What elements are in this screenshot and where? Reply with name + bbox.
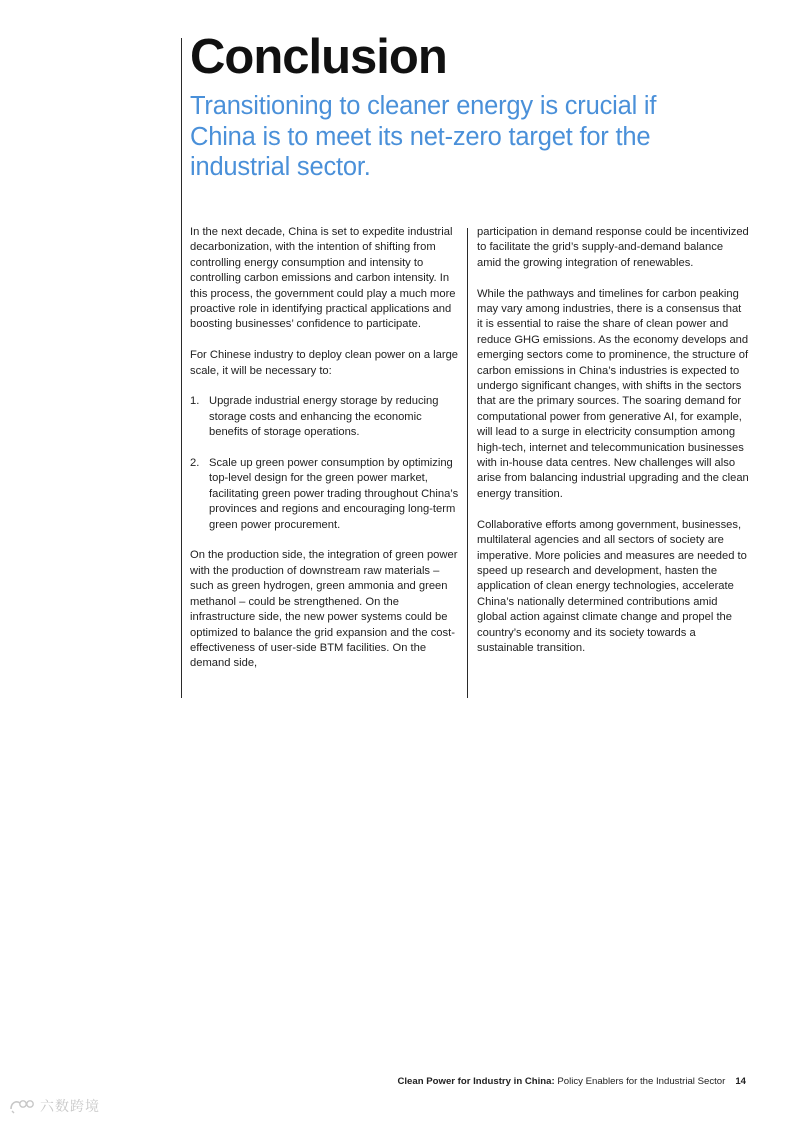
- list-item-text: Scale up green power consumption by optimizing top-level design for the green power market, facilitating green power trading throughout China’s provinces and regions and encouraging long-term green power procurement.: [209, 457, 459, 531]
- right-paragraph-1: participation in demand response could be incentivized to facilitate the grid’s supply-and-demand balance amid the growing integration of renewables.: [477, 226, 749, 269]
- page-subtitle: Transitioning to cleaner energy is crucial if China is to meet its net-zero target for the industrial sector.: [190, 92, 657, 181]
- list-item-number: 2.: [190, 457, 200, 470]
- column-divider-rule: [467, 228, 468, 698]
- watermark-text: 六数跨境: [40, 1099, 100, 1115]
- page-number: 14: [735, 1076, 746, 1087]
- list-item-text: Upgrade industrial energy storage by reducing storage costs and enhancing the economic benefits of storage operations.: [209, 395, 439, 439]
- recommendation-list: [190, 394, 462, 533]
- left-paragraph-1: In the next decade, China is set to expedite industrial decarbonization, with the intention of shifting from controlling energy consumption and intensity to controlling carbon emissions and carbon intensity. In this process, the government could play a much more proactive role in identifying practical applications and boosting businesses’ confidence to participate.: [190, 226, 456, 331]
- left-paragraph-3: On the production side, the integration of green power with the production of downstream raw materials – such as green hydrogen, green ammonia and green methanol – could be strengthened. On the infrastructure side, the new power systems could be optimized to balance the grid expansion and the cost-effectiveness of user-side BTM facilities. On the demand side,: [190, 549, 458, 670]
- right-paragraph-3: Collaborative efforts among government, businesses, multilateral agencies and all sectors of society are imperative. More policies and measures are needed to speed up research and development, hasten the application of clean energy technologies, accelerate China’s nationally determined contributions amid global action against climate change and propel the country’s economy and its society towards a sustainable transition.: [477, 518, 747, 654]
- footer-report-subtitle: Policy Enablers for the Industrial Sector: [554, 1076, 726, 1087]
- list-item-number: 1.: [190, 395, 200, 408]
- left-text-column: [190, 225, 462, 687]
- right-text-column: [477, 225, 749, 672]
- watermark-logo-icon: [8, 1097, 36, 1115]
- left-vertical-rule: [181, 38, 182, 698]
- right-paragraph-2: While the pathways and timelines for carbon peaking may vary among industries, there is a consensus that it is essential to raise the share of clean power and reduce GHG emissions. As the economy develops and emerging sectors come to prominence, the structure of carbon emissions in China’s industries is expected to undergo significant changes, with shifts in the sectors that are the primary sources. The soaring demand for computational power from generative AI, for example, will lead to a surge in electricity consumption among high-tech, internet and telecommunication businesses with in-house data centres. New challenges will also arise from balancing industrial upgrading and the clean energy transition.: [477, 287, 749, 500]
- page-footer: [397, 1076, 746, 1087]
- left-paragraph-2: For Chinese industry to deploy clean power on a large scale, it will be necessary to:: [190, 349, 459, 377]
- watermark: [8, 1096, 100, 1116]
- footer-report-title: Clean Power for Industry in China:: [397, 1076, 555, 1087]
- list-item: [190, 394, 462, 440]
- list-item: [190, 456, 462, 533]
- page-title: Conclusion: [190, 30, 447, 84]
